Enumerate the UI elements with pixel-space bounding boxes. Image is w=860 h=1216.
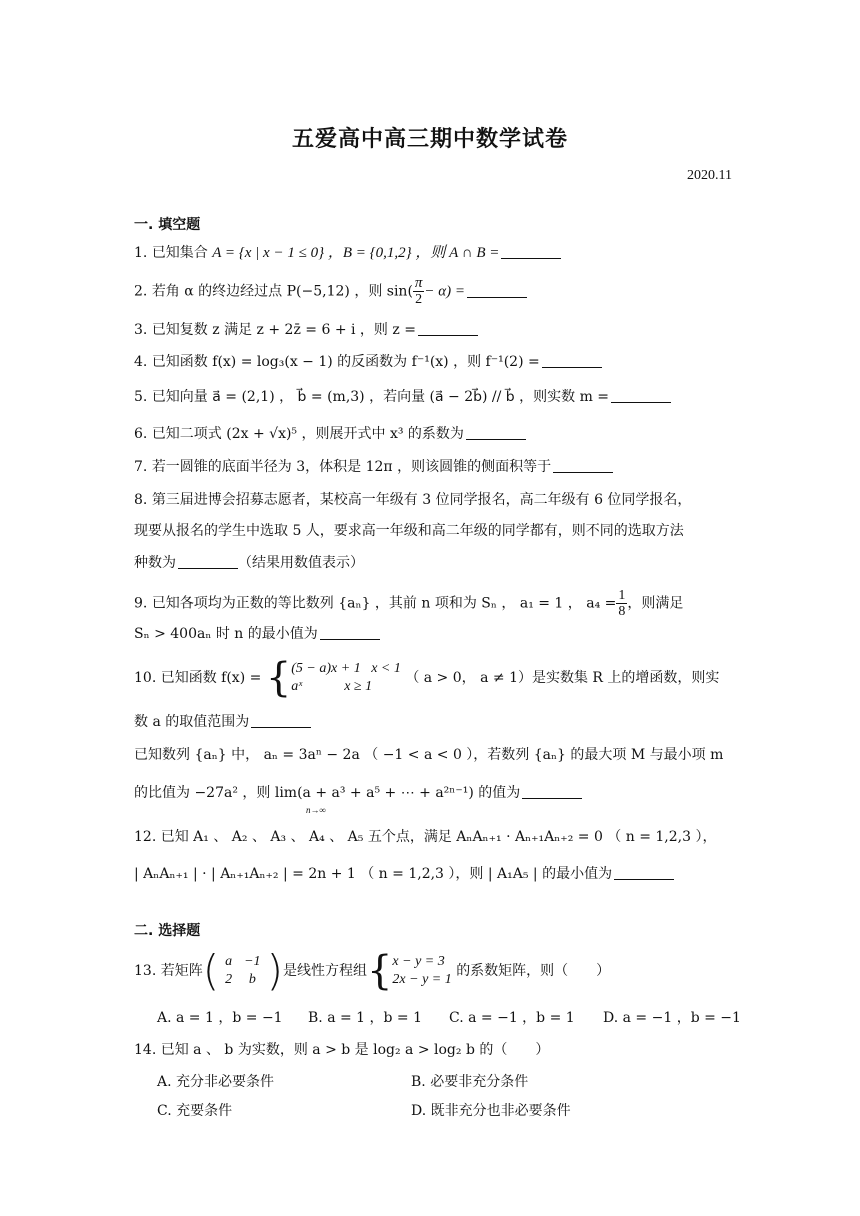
answer-blank: [467, 283, 527, 298]
question-1: 1. 已知集合 A = {x | x − 1 ≤ 0} ，B = {0,1,2} ，则 A ∩ B =: [134, 243, 732, 263]
question-12-line-2: | AₙAₙ₊₁ | · | Aₙ₊₁Aₙ₊₂ | = 2n + 1 （ n = 1,2,3 ），则 | A₁A₅ | 的最小值为: [134, 864, 732, 884]
question-3: 3. 已知复数 z 满足 z + 2z̄ = 6 + i ，则 z =: [134, 320, 732, 340]
piecewise-brace: {: [265, 655, 292, 701]
question-11-line-1: 已知数列 {aₙ} 中， aₙ = 3aⁿ − 2a （ −1 < a < 0 ），若数列 {aₙ} 的最大项 M 与最小项 m: [134, 747, 724, 763]
answer-blank: [178, 554, 238, 569]
q14-option-a[interactable]: A. 充分非必要条件: [157, 1074, 275, 1090]
question-8-line-2: 现要从报名的学生中选取 5 人，要求高一年级和高二年级的同学都有，则不同的选取方法: [134, 523, 684, 539]
question-5: 5. 已知向量 a⃗ = (2,1) ， b⃗ = (m,3) ，若向量 (a⃗ − 2b⃗) // b⃗ ，则实数 m =: [134, 387, 732, 407]
question-13: 13. 若矩阵( a −1 2 b )是线性方程组{ x − y = 3 2x − y = 1 的系数矩阵，则（ ）: [134, 946, 611, 995]
q13-option-d[interactable]: D. a = −1 ，b = −1: [603, 1010, 741, 1026]
question-12-line-1: 12. 已知 A₁ 、 A₂ 、 A₃ 、 A₄ 、 A₅ 五个点，满足 AₙAₙ₊₁ · Aₙ₊₁Aₙ₊₂ = 0 （ n = 1,2,3 ），: [134, 829, 717, 845]
q14-option-c[interactable]: C. 充要条件: [157, 1103, 233, 1119]
question-11-line-2: 的比值为 −27a² ，则 lim(a + a³ + a⁵ + ⋯ + a²ⁿ⁻¹) 的值为: [134, 783, 732, 803]
q14-option-b[interactable]: B. 必要非充分条件: [411, 1074, 529, 1090]
exam-date: 2020.11: [687, 168, 732, 183]
exam-title: 五爱高中高三期中数学试卷: [291, 127, 568, 152]
question-10-line-1: 10. 已知函数 f(x) = { (5 − a)x + 1 x < 1 aˣ x ≥ 1 （ a > 0， a ≠ 1）是实数集 R 上的增函数，则实: [134, 655, 720, 701]
question-2: 2. 若角 α 的终边经过点 P(−5,12) ，则 sin( $\frac{\pi}{2}$ − α) =: [134, 276, 732, 307]
question-10-line-2: 数 a 的取值范围为: [134, 712, 732, 732]
question-14: 14. 已知 a 、 b 为实数，则 a > b 是 log₂ a > log₂ b 的（ ）: [134, 1042, 550, 1058]
q13-option-c[interactable]: C. a = −1 ，b = 1: [449, 1010, 575, 1026]
question-7: 7. 若一圆锥的底面半径为 3，体积是 12π ，则该圆锥的侧面积等于: [134, 457, 732, 477]
section-multiple-choice: 二. 选择题: [134, 923, 201, 939]
q14-option-d[interactable]: D. 既非充分也非必要条件: [411, 1103, 571, 1119]
fraction-one-eighth: $\frac{1}{8}$: [618, 588, 626, 619]
coefficient-matrix: a −1 2 b: [225, 954, 261, 987]
question-8-line-1: 8. 第三届进博会招募志愿者，某校高一年级有 3 位同学报名，高二年级有 6 位同学报名，: [134, 492, 692, 508]
question-9-line-2: Sₙ > 400aₙ 时 n 的最小值为: [134, 624, 732, 644]
answer-blank: [542, 353, 602, 368]
fraction-pi-over-2: $\frac{\pi}{2}$: [414, 275, 423, 307]
question-8-line-3: 种数为 （结果用数值表示）: [134, 555, 364, 571]
limit-subscript: n→∞: [306, 805, 326, 815]
linear-system: x − y = 3 2x − y = 1: [392, 954, 452, 987]
answer-blank: [418, 321, 478, 336]
piecewise-cases: (5 − a)x + 1 x < 1 aˣ x ≥ 1: [291, 661, 401, 694]
question-6: 6. 已知二项式 (2x + √x)⁵ ，则展开式中 x³ 的系数为: [134, 424, 732, 444]
question-4: 4. 已知函数 f(x) = log₃(x − 1) 的反函数为 f⁻¹(x) ，则 f⁻¹(2) =: [134, 352, 732, 372]
q13-option-a[interactable]: A. a = 1 ，b = −1: [157, 1010, 283, 1026]
answer-blank: [320, 625, 380, 640]
question-9-line-1: 9. 已知各项均为正数的等比数列 {aₙ} ，其前 n 项和为 Sₙ ， a₁ = 1 ， a₄ = $\frac{1}{8}$ ，则满足: [134, 588, 684, 619]
answer-blank: [553, 458, 613, 473]
answer-blank: [501, 244, 561, 259]
section-fill-in: 一. 填空题: [134, 217, 201, 233]
answer-blank: [251, 713, 311, 728]
answer-blank: [614, 865, 674, 880]
answer-blank: [466, 425, 526, 440]
answer-blank: [611, 388, 671, 403]
answer-blank: [522, 784, 582, 799]
q13-option-b[interactable]: B. a = 1 ，b = 1: [308, 1010, 423, 1026]
